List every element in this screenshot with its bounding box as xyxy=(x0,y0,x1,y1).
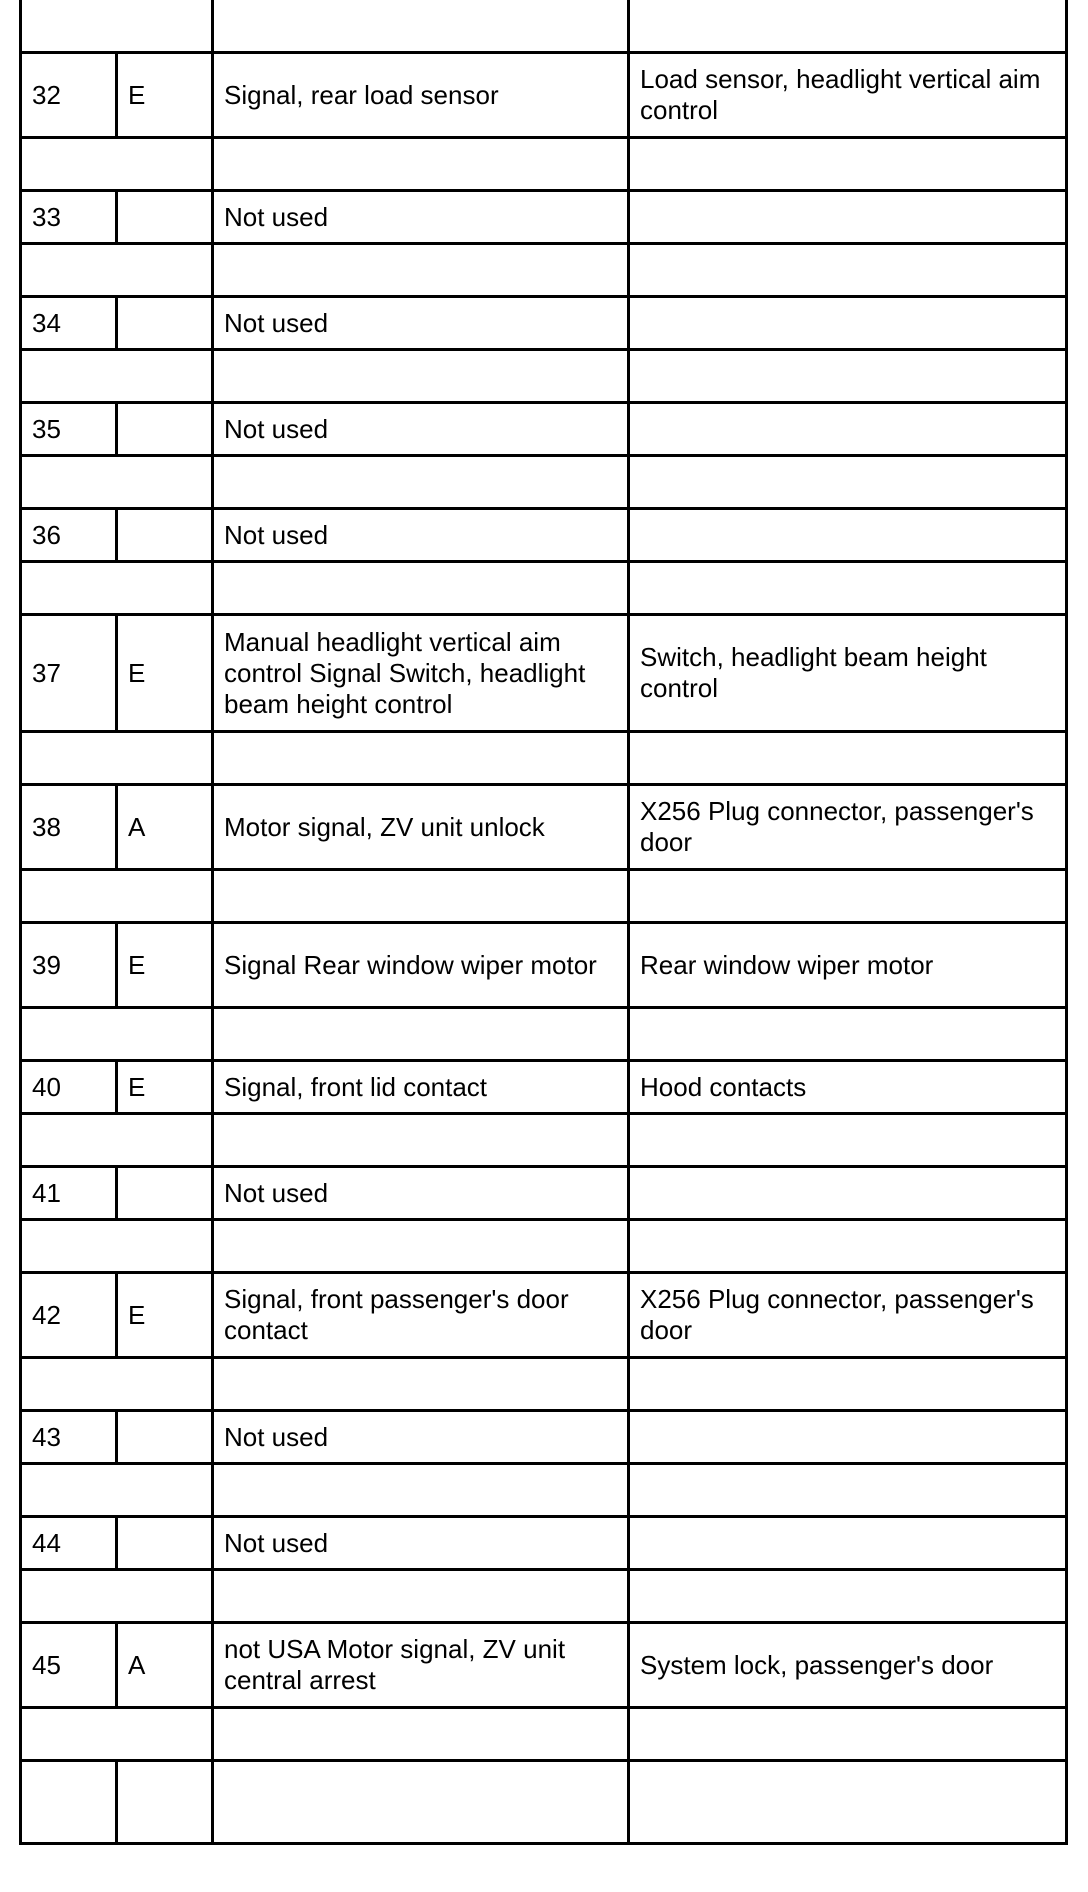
function-cell: Not used xyxy=(213,509,629,562)
function-cell: Not used xyxy=(213,1167,629,1220)
table-spacer-row xyxy=(21,0,1067,53)
table-row xyxy=(21,53,1067,138)
spacer-cell xyxy=(213,0,629,53)
spacer-cell xyxy=(629,1114,1067,1167)
pin-cell: 41 xyxy=(21,1167,117,1220)
spacer-cell xyxy=(213,350,629,403)
spacer-cell xyxy=(21,456,213,509)
spacer-cell xyxy=(21,1358,213,1411)
table-spacer-row xyxy=(21,1114,1067,1167)
table-spacer-row xyxy=(21,456,1067,509)
pin-cell: 37 xyxy=(21,615,117,732)
spacer-cell xyxy=(21,350,213,403)
spacer-cell xyxy=(629,0,1067,53)
table-spacer-row xyxy=(21,870,1067,923)
pin-cell: 38 xyxy=(21,785,117,870)
pin-cell: 45 xyxy=(21,1623,117,1708)
io-cell: E xyxy=(117,615,213,732)
table-row xyxy=(21,1167,1067,1220)
io-cell: E xyxy=(117,923,213,1008)
function-cell: Signal, front passenger's door contact xyxy=(213,1273,629,1358)
component-cell: Switch, headlight beam height control xyxy=(629,615,1067,732)
io-cell xyxy=(117,191,213,244)
table-spacer-row xyxy=(21,732,1067,785)
io-cell: E xyxy=(117,1273,213,1358)
component-cell: Hood contacts xyxy=(629,1061,1067,1114)
pin-cell xyxy=(21,1761,117,1844)
spacer-cell xyxy=(629,870,1067,923)
function-cell: Not used xyxy=(213,1411,629,1464)
spacer-cell xyxy=(629,1008,1067,1061)
table-row xyxy=(21,785,1067,870)
component-cell xyxy=(629,1517,1067,1570)
component-cell xyxy=(629,509,1067,562)
spacer-cell xyxy=(213,1358,629,1411)
spacer-cell xyxy=(629,244,1067,297)
io-cell: E xyxy=(117,53,213,138)
spacer-cell xyxy=(21,244,213,297)
component-cell xyxy=(629,191,1067,244)
spacer-cell xyxy=(213,732,629,785)
pin-cell: 40 xyxy=(21,1061,117,1114)
spacer-cell xyxy=(629,1464,1067,1517)
spacer-cell xyxy=(629,1358,1067,1411)
io-cell: A xyxy=(117,1623,213,1708)
spacer-cell xyxy=(21,1464,213,1517)
function-cell: Not used xyxy=(213,403,629,456)
spacer-cell xyxy=(629,732,1067,785)
spacer-cell xyxy=(21,1220,213,1273)
pin-cell: 35 xyxy=(21,403,117,456)
io-cell xyxy=(117,509,213,562)
component-cell: X256 Plug connector, passenger's door xyxy=(629,1273,1067,1358)
spacer-cell xyxy=(21,0,213,53)
pin-assignment-table xyxy=(19,0,1068,1845)
table-spacer-row xyxy=(21,1570,1067,1623)
function-cell xyxy=(213,1761,629,1844)
table-spacer-row xyxy=(21,1220,1067,1273)
spacer-cell xyxy=(213,1570,629,1623)
spacer-cell xyxy=(629,350,1067,403)
table-spacer-row xyxy=(21,244,1067,297)
spacer-cell xyxy=(629,1570,1067,1623)
io-cell xyxy=(117,1517,213,1570)
spacer-cell xyxy=(21,1708,213,1761)
table-row xyxy=(21,403,1067,456)
spacer-cell xyxy=(21,870,213,923)
table-row xyxy=(21,615,1067,732)
spacer-cell xyxy=(629,456,1067,509)
pin-cell: 39 xyxy=(21,923,117,1008)
table-row xyxy=(21,1623,1067,1708)
function-cell: Motor signal, ZV unit unlock xyxy=(213,785,629,870)
pin-cell: 44 xyxy=(21,1517,117,1570)
table-row xyxy=(21,1517,1067,1570)
io-cell xyxy=(117,1167,213,1220)
component-cell: System lock, passenger's door xyxy=(629,1623,1067,1708)
table-spacer-row xyxy=(21,562,1067,615)
spacer-cell xyxy=(213,244,629,297)
pin-cell: 34 xyxy=(21,297,117,350)
component-cell xyxy=(629,1167,1067,1220)
pin-cell: 42 xyxy=(21,1273,117,1358)
spacer-cell xyxy=(21,562,213,615)
spacer-cell xyxy=(213,456,629,509)
spacer-cell xyxy=(21,138,213,191)
table-row xyxy=(21,509,1067,562)
component-cell xyxy=(629,1761,1067,1844)
function-cell: Not used xyxy=(213,297,629,350)
table-spacer-row xyxy=(21,1358,1067,1411)
table-row xyxy=(21,1061,1067,1114)
spacer-cell xyxy=(213,1220,629,1273)
spacer-cell xyxy=(21,1114,213,1167)
function-cell: Signal, front lid contact xyxy=(213,1061,629,1114)
table-spacer-row xyxy=(21,350,1067,403)
pin-cell: 33 xyxy=(21,191,117,244)
table-spacer-row xyxy=(21,1008,1067,1061)
spacer-cell xyxy=(213,562,629,615)
pin-cell: 32 xyxy=(21,53,117,138)
spacer-cell xyxy=(21,732,213,785)
table-spacer-row xyxy=(21,138,1067,191)
component-cell xyxy=(629,297,1067,350)
table-row xyxy=(21,923,1067,1008)
function-cell: Signal, rear load sensor xyxy=(213,53,629,138)
spacer-cell xyxy=(21,1008,213,1061)
function-cell: Not used xyxy=(213,191,629,244)
spacer-cell xyxy=(213,138,629,191)
pin-cell: 43 xyxy=(21,1411,117,1464)
spacer-cell xyxy=(213,1008,629,1061)
table-row xyxy=(21,1411,1067,1464)
function-cell: Signal Rear window wiper motor xyxy=(213,923,629,1008)
io-cell: A xyxy=(117,785,213,870)
spacer-cell xyxy=(629,138,1067,191)
io-cell: E xyxy=(117,1061,213,1114)
io-cell xyxy=(117,1761,213,1844)
spacer-cell xyxy=(629,1220,1067,1273)
table-row xyxy=(21,1273,1067,1358)
spacer-cell xyxy=(213,1708,629,1761)
table-spacer-row xyxy=(21,1708,1067,1761)
table-spacer-row xyxy=(21,1464,1067,1517)
component-cell: Rear window wiper motor xyxy=(629,923,1067,1008)
spacer-cell xyxy=(213,870,629,923)
pin-table-body xyxy=(21,0,1067,1844)
table-row xyxy=(21,1761,1067,1844)
function-cell: not USA Motor signal, ZV unit central arrest xyxy=(213,1623,629,1708)
io-cell xyxy=(117,403,213,456)
component-cell xyxy=(629,1411,1067,1464)
io-cell xyxy=(117,1411,213,1464)
table-row xyxy=(21,297,1067,350)
component-cell: Load sensor, headlight vertical aim control xyxy=(629,53,1067,138)
table-row xyxy=(21,191,1067,244)
spacer-cell xyxy=(629,1708,1067,1761)
spacer-cell xyxy=(21,1570,213,1623)
component-cell: X256 Plug connector, passenger's door xyxy=(629,785,1067,870)
function-cell: Not used xyxy=(213,1517,629,1570)
pin-cell: 36 xyxy=(21,509,117,562)
spacer-cell xyxy=(213,1114,629,1167)
io-cell xyxy=(117,297,213,350)
function-cell: Manual headlight vertical aim control Signal Switch, headlight beam height control xyxy=(213,615,629,732)
spacer-cell xyxy=(629,562,1067,615)
spacer-cell xyxy=(213,1464,629,1517)
component-cell xyxy=(629,403,1067,456)
